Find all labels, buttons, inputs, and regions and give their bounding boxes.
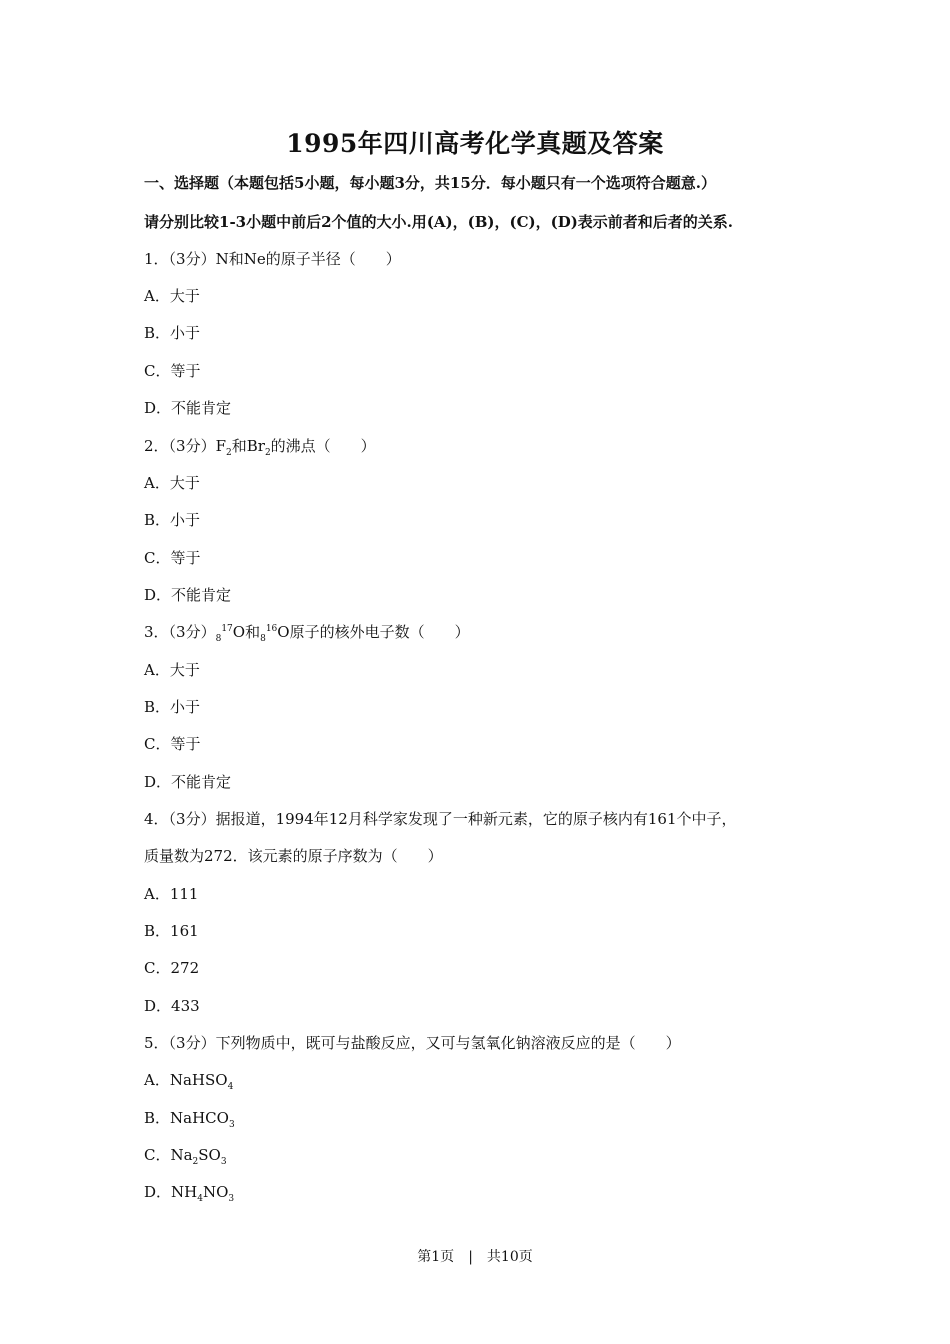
formula-text: SO [198,1146,221,1164]
subscript: 3 [228,1194,235,1204]
question-2-option-c: C．等于 [144,549,201,567]
question-5-stem: 5．（3分）下列物质中，既可与盐酸反应，又可与氢氧化钠溶液反应的是（ ） [144,1034,681,1052]
formula-text: B．NaHCO [144,1109,229,1127]
subscript: 3 [220,1157,227,1167]
question-3-option-b: B．小于 [144,698,201,716]
question-1-option-a: A．大于 [144,287,200,305]
page-total: 共10页 [486,1249,533,1265]
question-4-option-c: C．272 [144,959,200,977]
question-4-option-d: D．433 [144,997,200,1015]
question-5-option-d [144,1181,234,1202]
question-5-option-c [144,1144,227,1165]
question-2-stem-text: 2．（3分）F [144,437,226,455]
question-3-stem [144,621,470,642]
question-1-option-b: B．小于 [144,324,201,342]
page-footer [0,1246,950,1266]
question-3-stem-text: 3．（3分） [144,623,216,641]
subscript: 3 [228,1120,235,1130]
question-4-stem-line2: 质量数为272．该元素的原子序数为（ ） [144,847,443,865]
subscript: 2 [192,1157,199,1167]
subscript: 2 [226,448,232,458]
question-3-option-a: A．大于 [144,661,200,679]
question-1-stem: 1．（3分）N和Ne的原子半径（ ） [144,250,401,268]
formula-text: D．NH [144,1183,198,1201]
question-3-stem-text: O和 [232,623,261,641]
superscript: 17 [221,624,233,634]
question-3-option-d: D．不能肯定 [144,773,232,791]
question-3-stem-text: O原子的核外电子数（ ） [277,623,470,641]
formula-text: A．NaHSO [144,1071,228,1089]
question-2-stem-text: 的沸点（ ） [270,437,376,455]
superscript: 16 [265,624,278,634]
question-5-option-a [144,1069,233,1090]
subscript: 8 [215,634,222,644]
question-4-option-b: B．161 [144,922,199,940]
question-2-stem-text: 和Br [231,437,265,455]
formula-text: C．Na [144,1146,193,1164]
question-4-option-a: A．111 [144,885,199,903]
page-number: 第1页 [417,1249,455,1265]
question-2-stem [144,435,376,456]
section-heading: 一、选择题（本题包括5小题，每小题3分，共15分．每小题只有一个选项符合题意.） [144,174,716,192]
subscript: 2 [264,448,271,458]
subscript: 4 [227,1082,234,1092]
formula-text: NO [202,1183,229,1201]
subscript: 4 [197,1194,203,1204]
question-2-option-a: A．大于 [144,474,200,492]
subscript: 8 [260,634,266,644]
question-2-option-d: D．不能肯定 [144,586,232,604]
question-4-stem-line1: 4．（3分）据报道，1994年12月科学家发现了一种新元素，它的原子核内有161个中子， [144,810,737,828]
question-2-option-b: B．小于 [144,511,201,529]
question-1-option-d: D．不能肯定 [144,399,232,417]
footer-separator: | [468,1249,473,1265]
question-1-option-c: C．等于 [144,362,201,380]
question-3-option-c: C．等于 [144,735,201,753]
section-instruction: 请分别比较1-3小题中前后2个值的大小.用(A)，(B)，(C)，(D)表示前者和后者的关系. [144,213,734,231]
question-5-option-b [144,1107,235,1128]
document-title: 1995年四川高考化学真题及答案 [286,129,664,158]
